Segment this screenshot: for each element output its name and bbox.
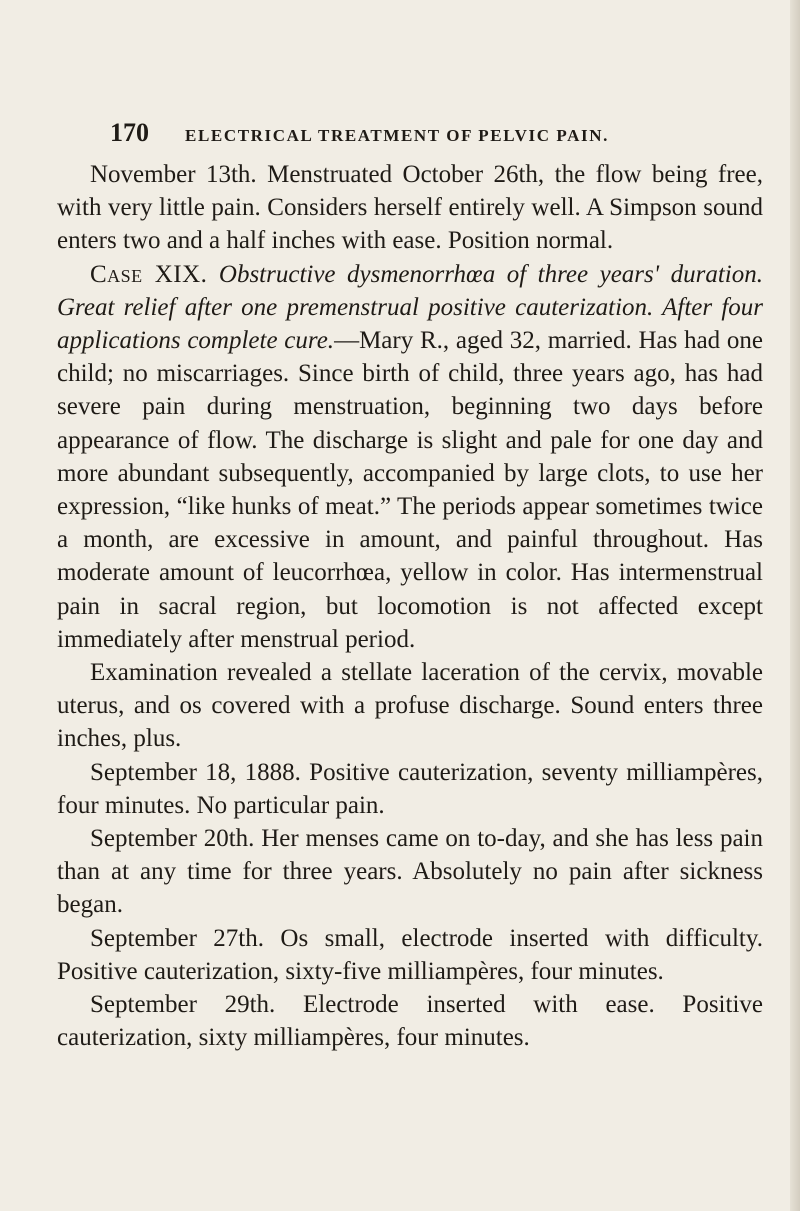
paragraph-text: Examination revealed a stellate laceration of the cervix, movable uterus, and os covered with a profuse discharge. Sound enters three inches, plus.: [57, 659, 763, 753]
page-number: 170: [110, 118, 149, 147]
paragraph-text: September 27th. Os small, electrode inserted with difficulty. Positive cauterization, sixty-five milliampères, four minutes.: [57, 924, 763, 985]
page-header: [110, 118, 750, 148]
case-title: Obstructive dysmenorrhœa of three years' duration. Great relief after one premenstrual positive cauterization. After four applications complete cure.: [57, 260, 763, 355]
paragraph-september-29: [57, 988, 763, 1054]
paragraph-text: September 20th. Her menses came on to-day, and she has less pain than at any time for three years. Absolutely no pain after sickness began.: [57, 825, 763, 919]
text-body: [57, 158, 763, 1054]
paragraph-text: September 18, 1888. Positive cauterization, seventy milliampères, four minutes. No particular pain.: [57, 758, 763, 819]
paragraph-text: September 29th. Electrode inserted with ease. Positive cauterization, sixty milliampères, four minutes.: [57, 991, 763, 1052]
paragraph-september-27: [57, 922, 763, 988]
paragraph-text: —Mary R., aged 32, married. Has had one child; no miscarriages. Since birth of child, three years ago, has had severe pain during menstruation, beginning two days before appearance of flow. The discharge is slight and pale for one day and more abundant subsequently, accompanied by large clots, to use her expression, “like hunks of meat.” The periods appear sometimes twice a month, are excessive in amount, and painful throughout. Has moderate amount of leucorrhœa, yellow in color. Has intermenstrual pain in sacral region, but locomotion is not affected except immediately after menstrual period.: [57, 327, 764, 653]
case-label: Case XIX.: [90, 260, 208, 288]
paragraph-september-20: [57, 822, 763, 922]
page-edge: [790, 0, 800, 1211]
paragraph-examination: [57, 656, 763, 756]
paragraph-november-13: [57, 158, 763, 258]
paragraph-case-xix: [57, 258, 763, 656]
paragraph-text: November 13th. Menstruated October 26th, the flow being free, with very little pain. Considers herself entirely well. A Simpson sound enters two and a half inches with ease. Position normal.: [57, 161, 763, 255]
paragraph-september-18: [57, 756, 763, 822]
running-title: ELECTRICAL TREATMENT OF PELVIC PAIN.: [185, 126, 609, 145]
